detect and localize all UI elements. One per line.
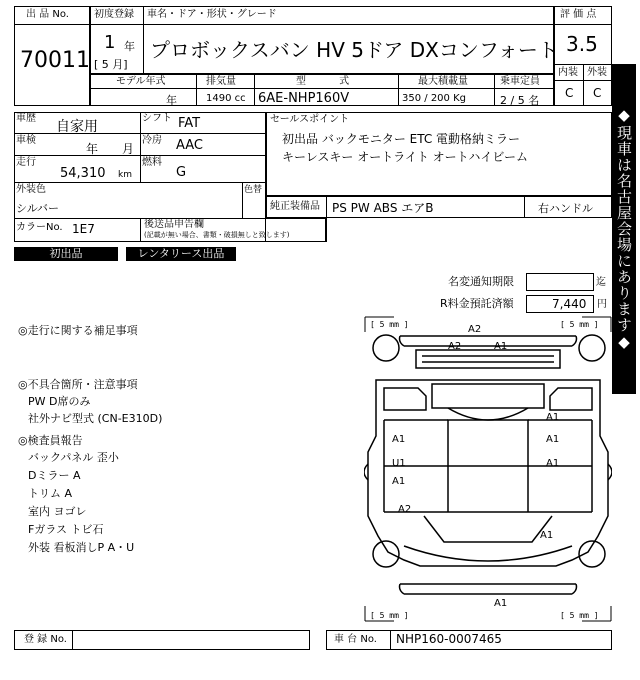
inspector-item-5: Fガラス トビ石 <box>28 523 104 536</box>
post-report-note: (記載が無い場合、書類・破損無しと致します) <box>144 231 290 239</box>
reg-no-label: 登 録 No. <box>24 634 67 645</box>
first-reg-month: [ 5 月] <box>94 58 128 71</box>
tire-bottom-right: [ 5 mm ] <box>560 611 599 620</box>
inspection-label: 車検 <box>16 135 36 146</box>
lot-label: 出 品 No. <box>26 9 69 20</box>
inspector-item-3: トリム A <box>28 487 73 500</box>
notice-box <box>526 273 594 291</box>
mark-rear-right: A1 <box>494 341 508 352</box>
history-label: 車歴 <box>16 113 36 124</box>
mileage-label: 走行 <box>16 157 36 168</box>
side-banner <box>612 64 636 394</box>
interior-label: 内装 <box>558 67 578 78</box>
chassis-label: 車 台 No. <box>334 634 377 645</box>
shift-label: シフト <box>142 113 172 124</box>
mark-front-bottom: A1 <box>494 598 508 609</box>
capacity-label: 乗車定員 <box>500 76 540 87</box>
post-report-label: 後送品申告欄 <box>144 219 204 230</box>
sales-point-line2: キーレスキー オートライト オートハイビーム <box>282 150 528 164</box>
mark-right-middle: A1 <box>546 458 560 469</box>
car-diagram-drawing <box>364 316 612 622</box>
history-value: 自家用 <box>56 119 98 135</box>
mark-rear-left: A2 <box>448 341 462 352</box>
mark-left-u: U1 <box>392 458 406 469</box>
color-value: シルバー <box>16 202 59 215</box>
notice-unit: 迄 <box>596 277 606 288</box>
sales-point-line1: 初出品 バックモニター ETC 電動格納ミラー <box>282 132 521 146</box>
model-year-unit: 年 <box>166 94 177 107</box>
score-value: 3.5 <box>566 32 598 56</box>
lot-number: 70011 <box>20 48 90 73</box>
score-label: 評 価 点 <box>560 9 597 20</box>
exterior-grade: C <box>593 86 602 100</box>
exterior-label: 外装 <box>587 67 607 78</box>
inspector-title: ◎検査員報告 <box>18 434 83 447</box>
recycle-label: R料金預託済額 <box>440 297 514 310</box>
mark-left-front: A2 <box>398 504 412 515</box>
inspection-year: 年 <box>86 142 99 156</box>
max-load-label: 最大積載量 <box>418 76 468 87</box>
shift-value: FAT <box>178 116 201 131</box>
inspector-item-6: 外装 看板消しP A・U <box>28 541 135 554</box>
car-name-label: 車名・ドア・形状・グレード <box>147 9 277 20</box>
mark-left-door: A1 <box>392 434 406 445</box>
tire-bottom-left: [ 5 mm ] <box>370 611 409 620</box>
inspection-month: 月 <box>122 142 135 156</box>
sales-point-label: セールスポイント <box>270 114 350 125</box>
equipment-label: 純正装備品 <box>270 201 320 212</box>
recycle-unit: 円 <box>597 299 607 310</box>
first-reg-label: 初度登録 <box>94 9 134 20</box>
interior-grade: C <box>565 86 574 100</box>
fuel-label: 燃料 <box>142 157 162 168</box>
mark-right-upper-2: A1 <box>546 434 560 445</box>
color-no-value: 1E7 <box>72 222 95 236</box>
mark-rear-bumper: A2 <box>468 324 482 335</box>
tire-top-left: [ 5 mm ] <box>370 320 409 329</box>
tire-top-right: [ 5 mm ] <box>560 320 599 329</box>
mark-right-front: A1 <box>540 530 554 541</box>
year-unit: 年 <box>124 40 135 53</box>
color-mark-label: 色替 <box>244 185 263 195</box>
inspector-item-4: 室内 ヨゴレ <box>28 505 87 518</box>
equipment-value: PS PW ABS エアB <box>332 201 434 215</box>
recycle-value: 7,440 <box>552 297 587 311</box>
rental-lease-tag: レンタリース出品 <box>126 247 236 261</box>
max-load-value: 350 / 200 Kg <box>402 93 466 104</box>
mileage-value: 54,310 <box>60 166 106 181</box>
inspector-item-2: Dミラー A <box>28 469 81 482</box>
chassis-value: NHP160-0007465 <box>396 632 502 646</box>
color-label: 外装色 <box>16 184 46 195</box>
mileage-unit: km <box>118 170 132 180</box>
defect-item-1: PW D席のみ <box>28 395 91 408</box>
driving-notes-title: ◎走行に関する補足事項 <box>18 324 138 337</box>
fuel-value: G <box>176 165 187 180</box>
first-listing-tag: 初出品 <box>14 247 118 261</box>
notice-label: 名変通知期限 <box>448 275 514 288</box>
color-no-label: カラーNo. <box>16 222 63 233</box>
ac-value: AAC <box>176 138 203 153</box>
side-banner-text: ◆現車は名古屋会場にあります◆ <box>615 106 633 352</box>
model-year-label: モデル年式 <box>116 76 166 87</box>
steering-value: 右ハンドル <box>538 202 593 215</box>
inspector-item-1: バックパネル 歪小 <box>28 451 119 464</box>
defects-title: ◎不具合箇所・注意事項 <box>18 378 138 391</box>
model-label: 型 式 <box>296 76 350 87</box>
displacement-label: 排気量 <box>206 76 236 87</box>
displacement-value: 1490 cc <box>206 93 246 104</box>
model-value: 6AE-NHP160V <box>258 91 350 106</box>
capacity-value: 2 / 5 名 <box>500 94 540 107</box>
ac-label: 冷房 <box>142 135 162 146</box>
defect-item-2: 社外ナビ型式 (CN-E310D) <box>28 412 163 425</box>
mark-right-upper-1: A1 <box>546 412 560 423</box>
car-diagram <box>364 316 612 622</box>
first-reg-year: 1 <box>104 32 116 53</box>
car-name: プロボックスバン HV 5ドア DXコンフォート <box>150 38 558 62</box>
mark-left-lower: A1 <box>392 476 406 487</box>
